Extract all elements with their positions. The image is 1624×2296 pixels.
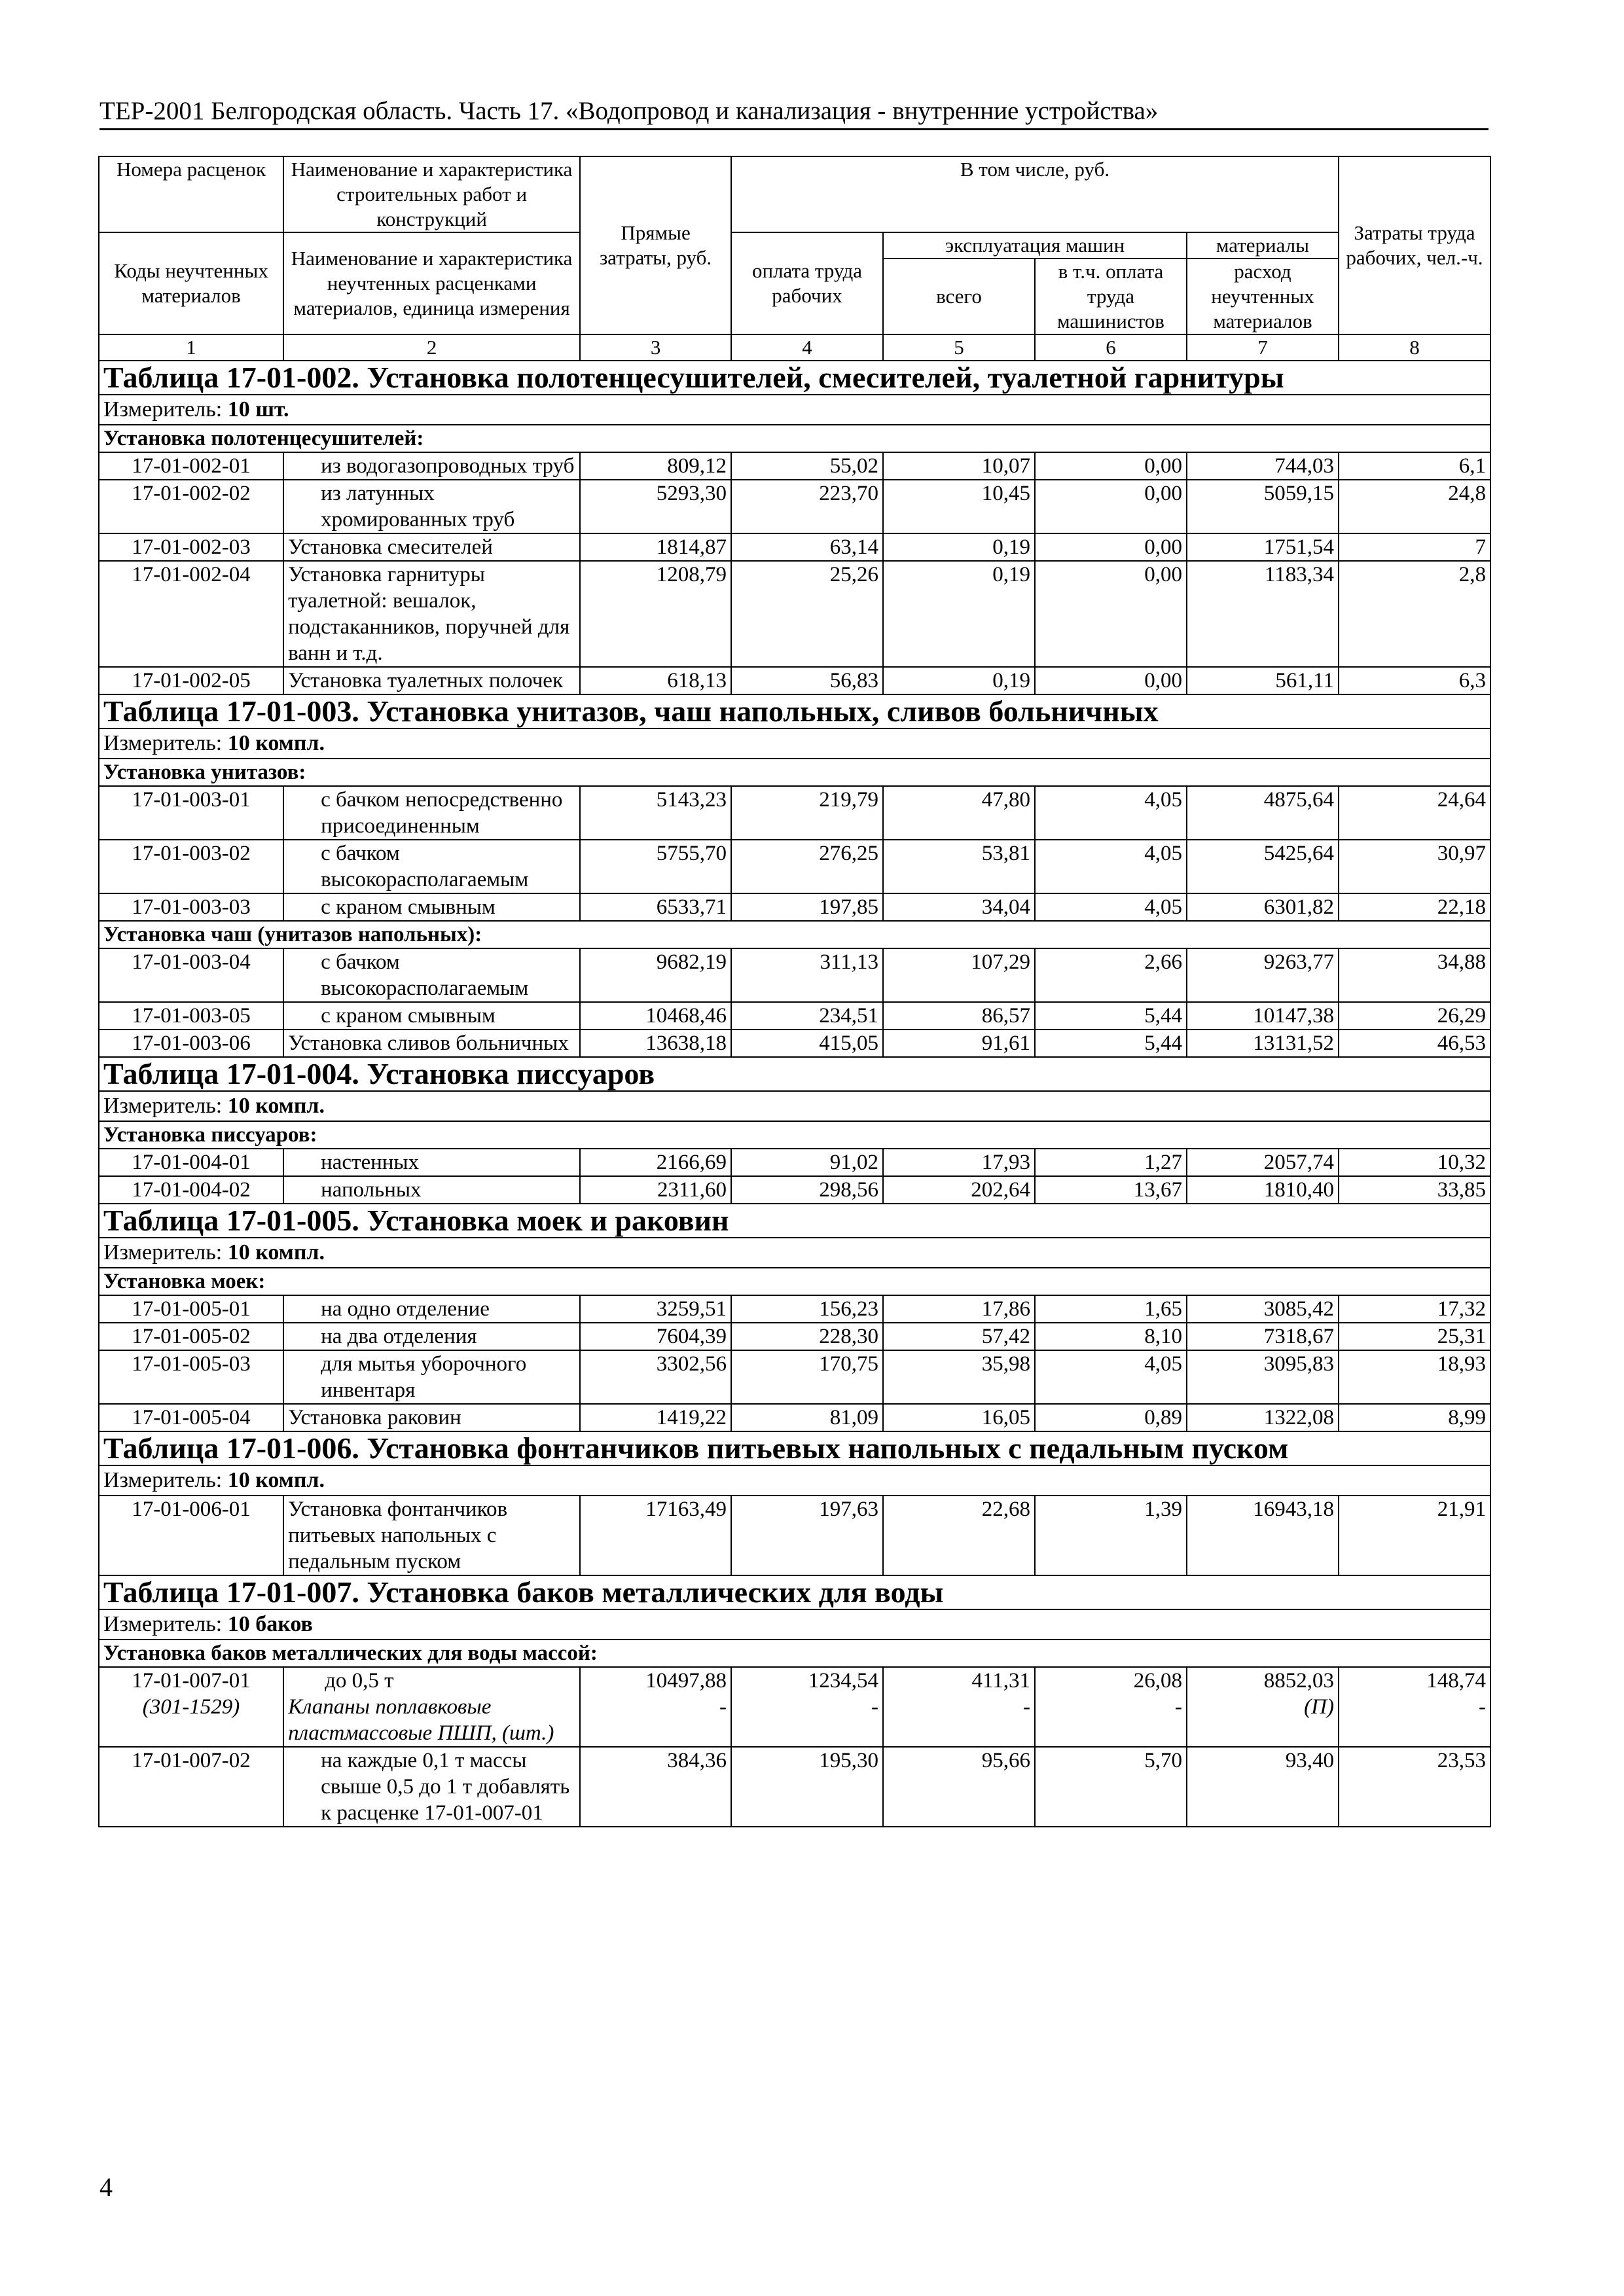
- rate-code: 17-01-002-04: [99, 561, 283, 667]
- rate-code: 17-01-003-05: [99, 1002, 283, 1030]
- rate-value: 23,53: [1339, 1747, 1490, 1827]
- rate-value: 1,27: [1035, 1149, 1187, 1176]
- rate-value: 8,10: [1035, 1323, 1187, 1350]
- measure-cell: [99, 728, 1490, 759]
- rate-value: 202,64: [883, 1176, 1035, 1204]
- rate-value: 6533,71: [580, 893, 731, 921]
- rate-name: с краном смывным: [283, 1002, 580, 1030]
- measure-label: Измеритель:: [103, 1612, 223, 1636]
- rate-value: 10,32: [1339, 1149, 1490, 1176]
- group-label: Установка баков металлических для воды массой:: [99, 1640, 1490, 1667]
- rate-value: 6,1: [1339, 452, 1490, 480]
- rate-code: 17-01-003-04: [99, 948, 283, 1002]
- section-title: Таблица 17-01-003. Установка унитазов, чаш напольных, сливов больничных: [99, 694, 1490, 728]
- rate-code: 17-01-002-03: [99, 533, 283, 561]
- group-row: [99, 1640, 1490, 1667]
- page-number: 4: [99, 2172, 113, 2202]
- section-title-row: [99, 1431, 1490, 1465]
- rate-name: Установка гарнитуры туалетной: вешалок, подстаканников, поручней для ванн и т.д.: [283, 561, 580, 667]
- rate-name: напольных: [283, 1176, 580, 1204]
- rate-value-cell: [1339, 1667, 1490, 1747]
- rate-value: 95,66: [883, 1747, 1035, 1827]
- incl-header: В том числе, руб.: [731, 156, 1339, 232]
- group-row: [99, 1121, 1490, 1149]
- table-row: [99, 1030, 1490, 1057]
- rate-code: 17-01-005-04: [99, 1404, 283, 1431]
- rate-value: 197,85: [731, 893, 883, 921]
- rate-value: 618,13: [580, 667, 731, 694]
- table-row: [99, 452, 1490, 480]
- table-row: [99, 1323, 1490, 1350]
- rate-value: 5,44: [1035, 1030, 1187, 1057]
- rate-value: 223,70: [731, 480, 883, 533]
- measure-value: 10 компл.: [227, 731, 325, 755]
- group-label: Установка полотенцесушителей:: [99, 425, 1490, 452]
- mach-total-header: всего: [883, 259, 1035, 334]
- rate-value: 25,26: [731, 561, 883, 667]
- rate-value: 4875,64: [1187, 786, 1339, 840]
- measure-label: Измеритель:: [103, 1468, 223, 1492]
- col-num: 1: [99, 334, 283, 361]
- measure-row: [99, 1609, 1490, 1640]
- rate-value: 56,83: [731, 667, 883, 694]
- rate-value: 3095,83: [1187, 1350, 1339, 1404]
- group-label: Установка чаш (унитазов напольных):: [99, 921, 1490, 948]
- rate-value: 107,29: [883, 948, 1035, 1002]
- rate-value: 22,18: [1339, 893, 1490, 921]
- rate-code: 17-01-005-03: [99, 1350, 283, 1404]
- col-num: 4: [731, 334, 883, 361]
- section-title: Таблица 17-01-002. Установка полотенцесушителей, смесителей, туалетной гарнитуры: [99, 361, 1490, 395]
- section-title: Таблица 17-01-005. Установка моек и раковин: [99, 1204, 1490, 1238]
- rate-code: 17-01-005-01: [99, 1295, 283, 1323]
- rate-value: 5059,15: [1187, 480, 1339, 533]
- rate-value: 0,00: [1035, 667, 1187, 694]
- rate-value: 21,91: [1339, 1496, 1490, 1575]
- rate-code: 17-01-003-03: [99, 893, 283, 921]
- materials-header: материалы: [1187, 232, 1339, 259]
- mat-unaccounted-header: расход неучтенных материалов: [1187, 259, 1339, 334]
- table-row: [99, 1496, 1490, 1575]
- rate-value: 1322,08: [1187, 1404, 1339, 1431]
- col2-top-header: Наименование и характеристика строительных работ и конструкций: [283, 156, 580, 232]
- rate-value: 384,36: [580, 1747, 731, 1827]
- rate-value: 0,00: [1035, 561, 1187, 667]
- rate-name: из водогазопроводных труб: [283, 452, 580, 480]
- rate-value: 25,31: [1339, 1323, 1490, 1350]
- rate-name-cell: [283, 1667, 580, 1747]
- rate-value: 3259,51: [580, 1295, 731, 1323]
- group-label: Установка моек:: [99, 1268, 1490, 1295]
- measure-cell: [99, 1465, 1490, 1496]
- rate-value: 1183,34: [1187, 561, 1339, 667]
- rate-name: Установка смесителей: [283, 533, 580, 561]
- rate-value: 148,74: [1426, 1669, 1486, 1693]
- rate-value: 3302,56: [580, 1350, 731, 1404]
- rate-value: 0,89: [1035, 1404, 1187, 1431]
- table-row: [99, 667, 1490, 694]
- measure-value: 10 шт.: [227, 397, 289, 422]
- rate-name: с бачком непосредственно присоединенным: [283, 786, 580, 840]
- rate-value-cell: [883, 1667, 1035, 1747]
- rate-value: 561,11: [1187, 667, 1339, 694]
- rate-value: 195,30: [731, 1747, 883, 1827]
- material-value: (П): [1304, 1695, 1334, 1719]
- section-title: Таблица 17-01-004. Установка писсуаров: [99, 1057, 1490, 1091]
- rate-value: 55,02: [731, 452, 883, 480]
- measure-label: Измеритель:: [103, 1240, 223, 1265]
- rate-value: 3085,42: [1187, 1295, 1339, 1323]
- rate-value: 219,79: [731, 786, 883, 840]
- rate-value: 1,39: [1035, 1496, 1187, 1575]
- rate-name: Установка раковин: [283, 1404, 580, 1431]
- rates-table: [98, 156, 1491, 1827]
- rate-value: 228,30: [731, 1323, 883, 1350]
- rate-value: 5755,70: [580, 840, 731, 893]
- table-row: [99, 533, 1490, 561]
- measure-cell: [99, 395, 1490, 425]
- table-row: [99, 948, 1490, 1002]
- rate-name: Установка туалетных полочек: [283, 667, 580, 694]
- rate-value: 24,64: [1339, 786, 1490, 840]
- measure-row: [99, 1091, 1490, 1121]
- rate-value: 13638,18: [580, 1030, 731, 1057]
- measure-row: [99, 1465, 1490, 1496]
- running-header: ТЕР-2001 Белгородская область. Часть 17. «Водопровод и канализация - внутренние устройства»: [99, 96, 1489, 130]
- material-value: -: [1022, 1695, 1030, 1719]
- section-title-row: [99, 1057, 1490, 1091]
- table-row: [99, 480, 1490, 533]
- rate-value: 4,05: [1035, 840, 1187, 893]
- group-label: Установка писсуаров:: [99, 1121, 1490, 1149]
- rate-value: 4,05: [1035, 893, 1187, 921]
- table-head-row-2: [99, 232, 1490, 259]
- rate-value: 234,51: [731, 1002, 883, 1030]
- rate-value: 6301,82: [1187, 893, 1339, 921]
- rate-value: 415,05: [731, 1030, 883, 1057]
- rate-value: 1814,87: [580, 533, 731, 561]
- col1-top-header: Номера расценок: [99, 156, 283, 232]
- rate-value: 298,56: [731, 1176, 883, 1204]
- rate-value: 1,65: [1035, 1295, 1187, 1323]
- table-head-row-1: [99, 156, 1490, 232]
- rate-name: для мытья уборочного инвентаря: [283, 1350, 580, 1404]
- material-value: -: [1479, 1695, 1486, 1719]
- rate-value: 0,19: [883, 561, 1035, 667]
- rate-value: 17,86: [883, 1295, 1035, 1323]
- section-title-row: [99, 1204, 1490, 1238]
- measure-row: [99, 1238, 1490, 1268]
- rate-value: 8852,03: [1263, 1669, 1334, 1693]
- rate-value-cell: [1035, 1667, 1187, 1747]
- col-num: 2: [283, 334, 580, 361]
- rate-value: 7604,39: [580, 1323, 731, 1350]
- col-num: 5: [883, 334, 1035, 361]
- rate-value: 17163,49: [580, 1496, 731, 1575]
- rate-value: 6,3: [1339, 667, 1490, 694]
- direct-costs-header: Прямые затраты, руб.: [580, 156, 731, 334]
- rate-value: 5143,23: [580, 786, 731, 840]
- table-row: [99, 1350, 1490, 1404]
- rate-value: 34,04: [883, 893, 1035, 921]
- measure-label: Измеритель:: [103, 1094, 223, 1118]
- rate-value: 0,19: [883, 533, 1035, 561]
- rate-code-text: 17-01-007-01: [132, 1669, 251, 1693]
- rate-value: 9263,77: [1187, 948, 1339, 1002]
- material-value: -: [719, 1695, 727, 1719]
- rate-name: с бачком высокорасполагаемым: [283, 948, 580, 1002]
- group-row: [99, 425, 1490, 452]
- group-label: Установка унитазов:: [99, 759, 1490, 786]
- rate-value: 2,66: [1035, 948, 1187, 1002]
- table-row: [99, 1404, 1490, 1431]
- measure-value: 10 компл.: [227, 1468, 325, 1492]
- rate-value: 411,31: [971, 1669, 1030, 1693]
- rate-name: на одно отделение: [283, 1295, 580, 1323]
- rate-code: 17-01-005-02: [99, 1323, 283, 1350]
- table-row: [99, 1002, 1490, 1030]
- rate-value: 9682,19: [580, 948, 731, 1002]
- rate-value: 17,32: [1339, 1295, 1490, 1323]
- labor-hours-header: Затраты труда рабочих, чел.-ч.: [1339, 156, 1490, 334]
- rate-name: с краном смывным: [283, 893, 580, 921]
- rate-value: 5293,30: [580, 480, 731, 533]
- rate-value-cell: [731, 1667, 883, 1747]
- measure-value: 10 баков: [227, 1612, 313, 1636]
- table-row: [99, 893, 1490, 921]
- material-value: -: [1174, 1695, 1182, 1719]
- rate-value: 35,98: [883, 1350, 1035, 1404]
- rate-value: 2166,69: [580, 1149, 731, 1176]
- table-row: [99, 840, 1490, 893]
- rate-code: 17-01-003-02: [99, 840, 283, 893]
- rate-value: 91,02: [731, 1149, 883, 1176]
- rate-value-cell: [580, 1667, 731, 1747]
- rate-value: 13,67: [1035, 1176, 1187, 1204]
- rate-value: 24,8: [1339, 480, 1490, 533]
- rate-value: 8,99: [1339, 1404, 1490, 1431]
- material-code: (301-1529): [142, 1695, 240, 1719]
- rate-value: 744,03: [1187, 452, 1339, 480]
- measure-value: 10 компл.: [227, 1240, 325, 1265]
- rate-code: [99, 1667, 283, 1747]
- measure-row: [99, 395, 1490, 425]
- measure-row: [99, 728, 1490, 759]
- column-number-row: [99, 334, 1490, 361]
- rate-value: 30,97: [1339, 840, 1490, 893]
- rate-value: 17,93: [883, 1149, 1035, 1176]
- rate-name: Установка фонтанчиков питьевых напольных с педальным пуском: [283, 1496, 580, 1575]
- rate-value: 63,14: [731, 533, 883, 561]
- rate-value: 5,70: [1035, 1747, 1187, 1827]
- rate-value: 26,08: [1133, 1669, 1182, 1693]
- rate-code: 17-01-006-01: [99, 1496, 283, 1575]
- rate-value: 22,68: [883, 1496, 1035, 1575]
- section-title-row: [99, 1575, 1490, 1609]
- rate-value: 197,63: [731, 1496, 883, 1575]
- rate-name: на каждые 0,1 т массы свыше 0,5 до 1 т добавлять к расценке 17-01-007-01: [283, 1747, 580, 1827]
- rate-code: 17-01-002-02: [99, 480, 283, 533]
- mach-labor-header: в т.ч. оплата труда машинистов: [1035, 259, 1187, 334]
- rate-value: 156,23: [731, 1295, 883, 1323]
- rate-value: 5425,64: [1187, 840, 1339, 893]
- rate-code: 17-01-002-05: [99, 667, 283, 694]
- machines-header: эксплуатация машин: [883, 232, 1187, 259]
- measure-label: Измеритель:: [103, 397, 223, 422]
- material-name: Клапаны поплавковые пластмассовые ПШП, (шт.): [288, 1695, 554, 1745]
- rate-code: 17-01-003-01: [99, 786, 283, 840]
- rate-value: 0,19: [883, 667, 1035, 694]
- col2-bottom-header: Наименование и характеристика неучтенных расценками материалов, единица измерения: [283, 232, 580, 334]
- rate-value: 10468,46: [580, 1002, 731, 1030]
- section-title: Таблица 17-01-006. Установка фонтанчиков питьевых напольных с педальным пуском: [99, 1431, 1490, 1465]
- measure-cell: [99, 1091, 1490, 1121]
- rate-name: до 0,5 т: [325, 1669, 394, 1693]
- measure-label: Измеритель:: [103, 731, 223, 755]
- rate-value: 1208,79: [580, 561, 731, 667]
- group-row: [99, 921, 1490, 948]
- rate-value: 170,75: [731, 1350, 883, 1404]
- group-row: [99, 1268, 1490, 1295]
- table-row: [99, 1295, 1490, 1323]
- rate-value: 53,81: [883, 840, 1035, 893]
- rate-value: 4,05: [1035, 786, 1187, 840]
- rate-value: 7: [1339, 533, 1490, 561]
- rate-value: 2057,74: [1187, 1149, 1339, 1176]
- rate-value: 2311,60: [580, 1176, 731, 1204]
- rate-value: 91,61: [883, 1030, 1035, 1057]
- section-title-row: [99, 361, 1490, 395]
- rate-name: с бачком высокорасполагаемым: [283, 840, 580, 893]
- rate-value: 7318,67: [1187, 1323, 1339, 1350]
- table-row: [99, 1176, 1490, 1204]
- col-num: 7: [1187, 334, 1339, 361]
- col1-bottom-header: Коды неучтенных материалов: [99, 232, 283, 334]
- rate-value: 2,8: [1339, 561, 1490, 667]
- rate-value: 0,00: [1035, 452, 1187, 480]
- table-row: [99, 1149, 1490, 1176]
- rate-value: 10,07: [883, 452, 1035, 480]
- col-num: 8: [1339, 334, 1490, 361]
- section-title: Таблица 17-01-007. Установка баков металлических для воды: [99, 1575, 1490, 1609]
- rate-value: 93,40: [1187, 1747, 1339, 1827]
- rate-value: 1751,54: [1187, 533, 1339, 561]
- rate-value: 4,05: [1035, 1350, 1187, 1404]
- table-row: [99, 1667, 1490, 1747]
- rate-value: 81,09: [731, 1404, 883, 1431]
- rate-value: 1419,22: [580, 1404, 731, 1431]
- rate-name: из латунных хромированных труб: [283, 480, 580, 533]
- rate-name: Установка сливов больничных: [283, 1030, 580, 1057]
- rate-value: 18,93: [1339, 1350, 1490, 1404]
- rate-value: 311,13: [731, 948, 883, 1002]
- rate-code: 17-01-002-01: [99, 452, 283, 480]
- measure-cell: [99, 1609, 1490, 1640]
- rate-code: 17-01-004-02: [99, 1176, 283, 1204]
- table-row: [99, 561, 1490, 667]
- rate-value: 34,88: [1339, 948, 1490, 1002]
- rate-value: 809,12: [580, 452, 731, 480]
- rate-name: на два отделения: [283, 1323, 580, 1350]
- table-row: [99, 786, 1490, 840]
- rate-value: 276,25: [731, 840, 883, 893]
- rate-value: 57,42: [883, 1323, 1035, 1350]
- group-row: [99, 759, 1490, 786]
- rate-code: 17-01-007-02: [99, 1747, 283, 1827]
- measure-value: 10 компл.: [227, 1094, 325, 1118]
- rate-value: 16,05: [883, 1404, 1035, 1431]
- rate-value: 1234,54: [808, 1669, 878, 1693]
- rate-name: настенных: [283, 1149, 580, 1176]
- material-value: -: [871, 1695, 878, 1719]
- col-num: 3: [580, 334, 731, 361]
- rate-value: 16943,18: [1187, 1496, 1339, 1575]
- rate-value: 1810,40: [1187, 1176, 1339, 1204]
- rate-value: 26,29: [1339, 1002, 1490, 1030]
- rate-value: 0,00: [1035, 480, 1187, 533]
- rate-value: 5,44: [1035, 1002, 1187, 1030]
- rate-value: 13131,52: [1187, 1030, 1339, 1057]
- rate-value: 33,85: [1339, 1176, 1490, 1204]
- section-title-row: [99, 694, 1490, 728]
- measure-cell: [99, 1238, 1490, 1268]
- rate-code: 17-01-004-01: [99, 1149, 283, 1176]
- rate-value: 46,53: [1339, 1030, 1490, 1057]
- table-row: [99, 1747, 1490, 1827]
- rate-value-cell: [1187, 1667, 1339, 1747]
- rate-value: 10,45: [883, 480, 1035, 533]
- col-num: 6: [1035, 334, 1187, 361]
- rate-code: 17-01-003-06: [99, 1030, 283, 1057]
- labor-header: оплата труда рабочих: [731, 232, 883, 334]
- rate-value: 47,80: [883, 786, 1035, 840]
- rate-value: 86,57: [883, 1002, 1035, 1030]
- rate-value: 10497,88: [645, 1669, 727, 1693]
- rate-value: 0,00: [1035, 533, 1187, 561]
- rate-value: 10147,38: [1187, 1002, 1339, 1030]
